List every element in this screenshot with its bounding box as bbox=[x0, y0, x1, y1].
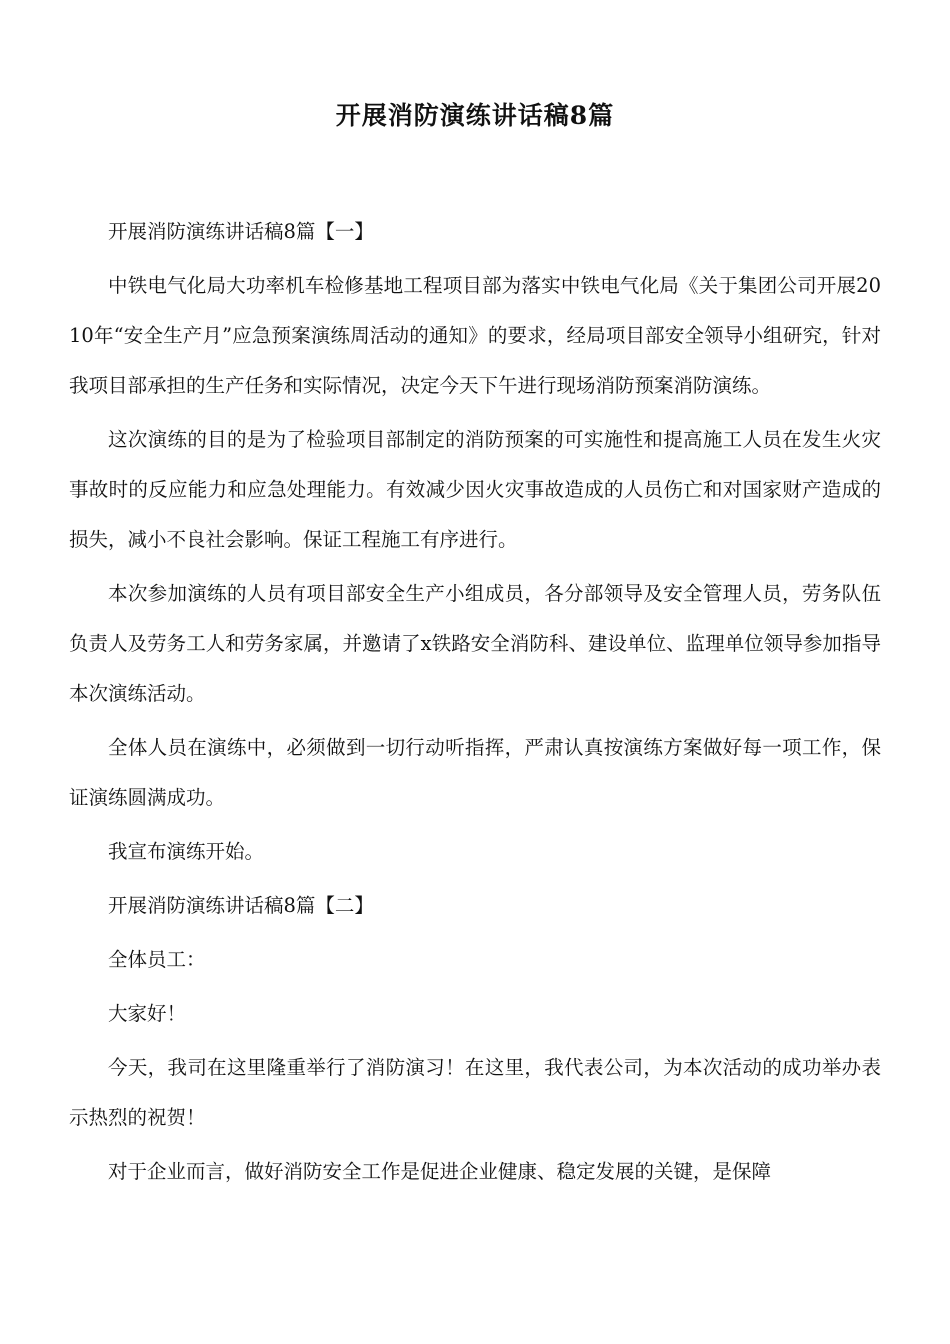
document-body bbox=[69, 207, 881, 1201]
section-heading-1: 开展消防演练讲话稿8篇【一】 bbox=[108, 220, 374, 243]
salutation: 全体员工： bbox=[108, 948, 206, 971]
section-heading-2: 开展消防演练讲话稿8篇【二】 bbox=[108, 894, 374, 917]
greeting: 大家好！ bbox=[108, 1002, 187, 1025]
paragraph: 这次演练的目的是为了检验项目部制定的消防预案的可实施性和提高施工人员在发生火灾事故时的反应能力和应急处理能力。有效减少因火灾事故造成的人员伤亡和对国家财产造成的损失，减小不良社会影响。保证工程施工有序进行。 bbox=[69, 428, 881, 551]
document-title: 开展消防演练讲话稿8篇 bbox=[335, 101, 615, 130]
paragraph: 今天，我司在这里隆重举行了消防演习！在这里，我代表公司，为本次活动的成功举办表示热烈的祝贺！ bbox=[69, 1056, 881, 1129]
paragraph: 本次参加演练的人员有项目部安全生产小组成员，各分部领导及安全管理人员，劳务队伍负责人及劳务工人和劳务家属，并邀请了x铁路安全消防科、建设单位、监理单位领导参加指导本次演练活动。 bbox=[69, 582, 881, 705]
paragraph: 我宣布演练开始。 bbox=[108, 840, 265, 863]
paragraph: 对于企业而言，做好消防安全工作是促进企业健康、稳定发展的关键，是保障 bbox=[108, 1160, 772, 1183]
paragraph: 中铁电气化局大功率机车检修基地工程项目部为落实中铁电气化局《关于集团公司开展2010年“安全生产月”应急预案演练周活动的通知》的要求，经局项目部安全领导小组研究，针对我项目部承担的生产任务和实际情况，决定今天下午进行现场消防预案消防演练。 bbox=[69, 274, 881, 397]
paragraph: 全体人员在演练中，必须做到一切行动听指挥，严肃认真按演练方案做好每一项工作，保证演练圆满成功。 bbox=[69, 736, 881, 809]
